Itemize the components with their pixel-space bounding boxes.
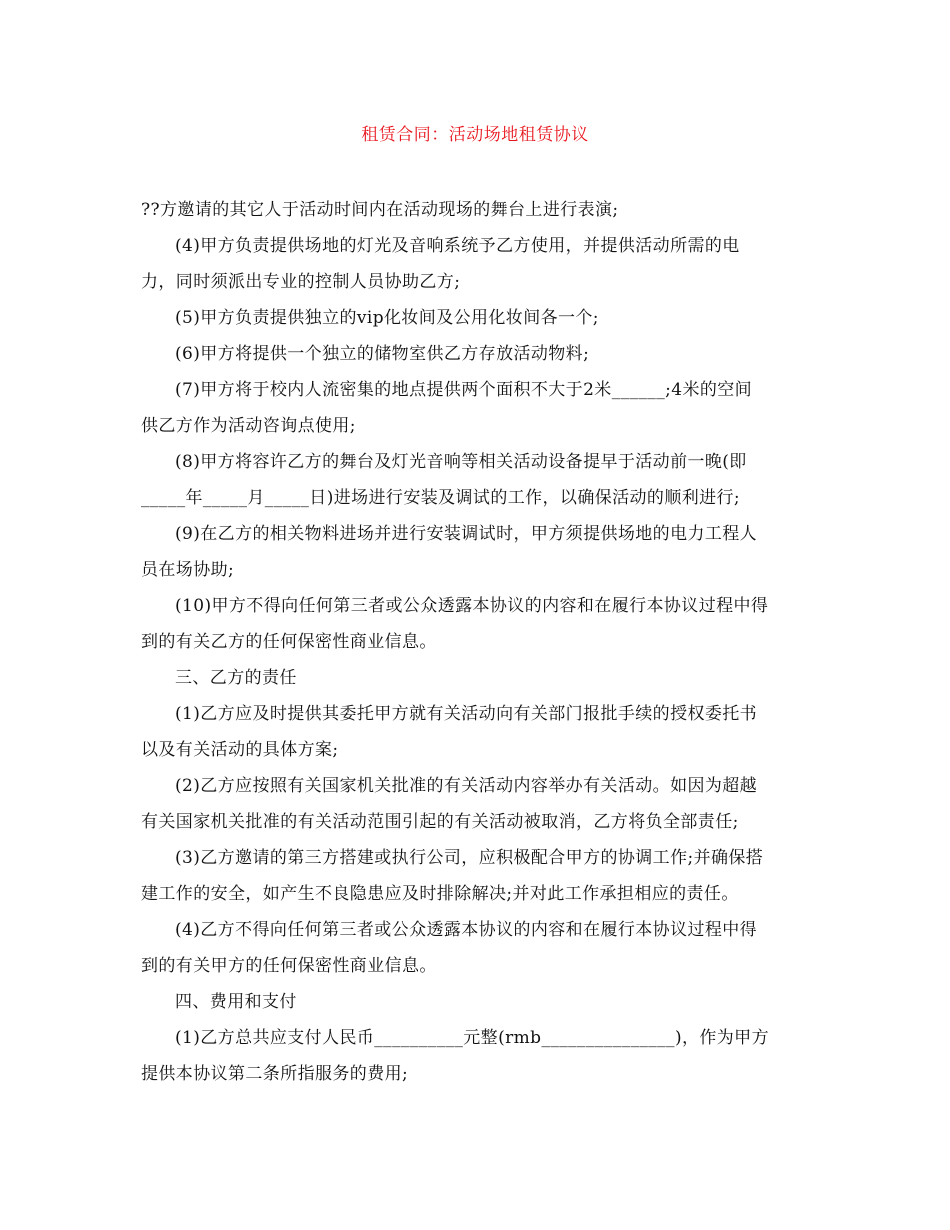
text-line: ??方邀请的其它人于活动时间内在活动现场的舞台上进行表演; [141, 200, 619, 220]
text-line: 供乙方作为活动咨询点使用; [141, 416, 356, 436]
text-line: 到的有关乙方的任何保密性商业信息。 [141, 632, 437, 652]
section-heading: 三、乙方的责任 [175, 668, 297, 688]
text-line: (4)甲方负责提供场地的灯光及音响系统予乙方使用，并提供活动所需的电 [175, 236, 740, 256]
text-line: (9)在乙方的相关物料进场并进行安装调试时，甲方须提供场地的电力工程人 [175, 524, 758, 544]
text-line: (7)甲方将于校内人流密集的地点提供两个面积不大于2米______;4米的空间 [175, 380, 753, 400]
text-line: (2)乙方应按照有关国家机关批准的有关活动内容举办有关活动。如因为超越 [175, 776, 758, 796]
text-line: (4)乙方不得向任何第三者或公众透露本协议的内容和在履行本协议过程中得 [175, 920, 758, 940]
text-line: (1)乙方总共应支付人民币__________元整(rmb_______________)，作为甲方 [175, 1028, 769, 1048]
text-line: 以及有关活动的具体方案; [141, 740, 339, 760]
text-line: (6)甲方将提供一个独立的储物室供乙方存放活动物料; [175, 344, 590, 364]
text-line: (3)乙方邀请的第三方搭建或执行公司，应积极配合甲方的协调工作;并确保搭 [175, 848, 764, 868]
text-line: 员在场协助; [141, 560, 235, 580]
text-line: 到的有关甲方的任何保密性商业信息。 [141, 956, 437, 976]
text-line: (5)甲方负责提供独立的vip化妆间及公用化妆间各一个; [175, 308, 599, 328]
document-title: 租赁合同：活动场地租赁协议 [361, 125, 589, 145]
text-line: (1)乙方应及时提供其委托甲方就有关活动向有关部门报批手续的授权委托书 [175, 704, 758, 724]
text-line: 提供本协议第二条所指服务的费用; [141, 1064, 409, 1084]
text-line: (8)甲方将容许乙方的舞台及灯光音响等相关活动设备提早于活动前一晚(即 [175, 452, 747, 472]
text-line: _____年_____月_____日)进场进行安装及调试的工作，以确保活动的顺利进行; [141, 488, 741, 508]
text-line: 力，同时须派出专业的控制人员协助乙方; [141, 272, 461, 292]
text-line: (10)甲方不得向任何第三者或公众透露本协议的内容和在履行本协议过程中得 [175, 596, 769, 616]
section-heading: 四、费用和支付 [175, 992, 297, 1012]
text-line: 建工作的安全，如产生不良隐患应及时排除解决;并对此工作承担相应的责任。 [141, 884, 739, 904]
text-line: 有关国家机关批准的有关活动范围引起的有关活动被取消，乙方将负全部责任; [141, 812, 739, 832]
